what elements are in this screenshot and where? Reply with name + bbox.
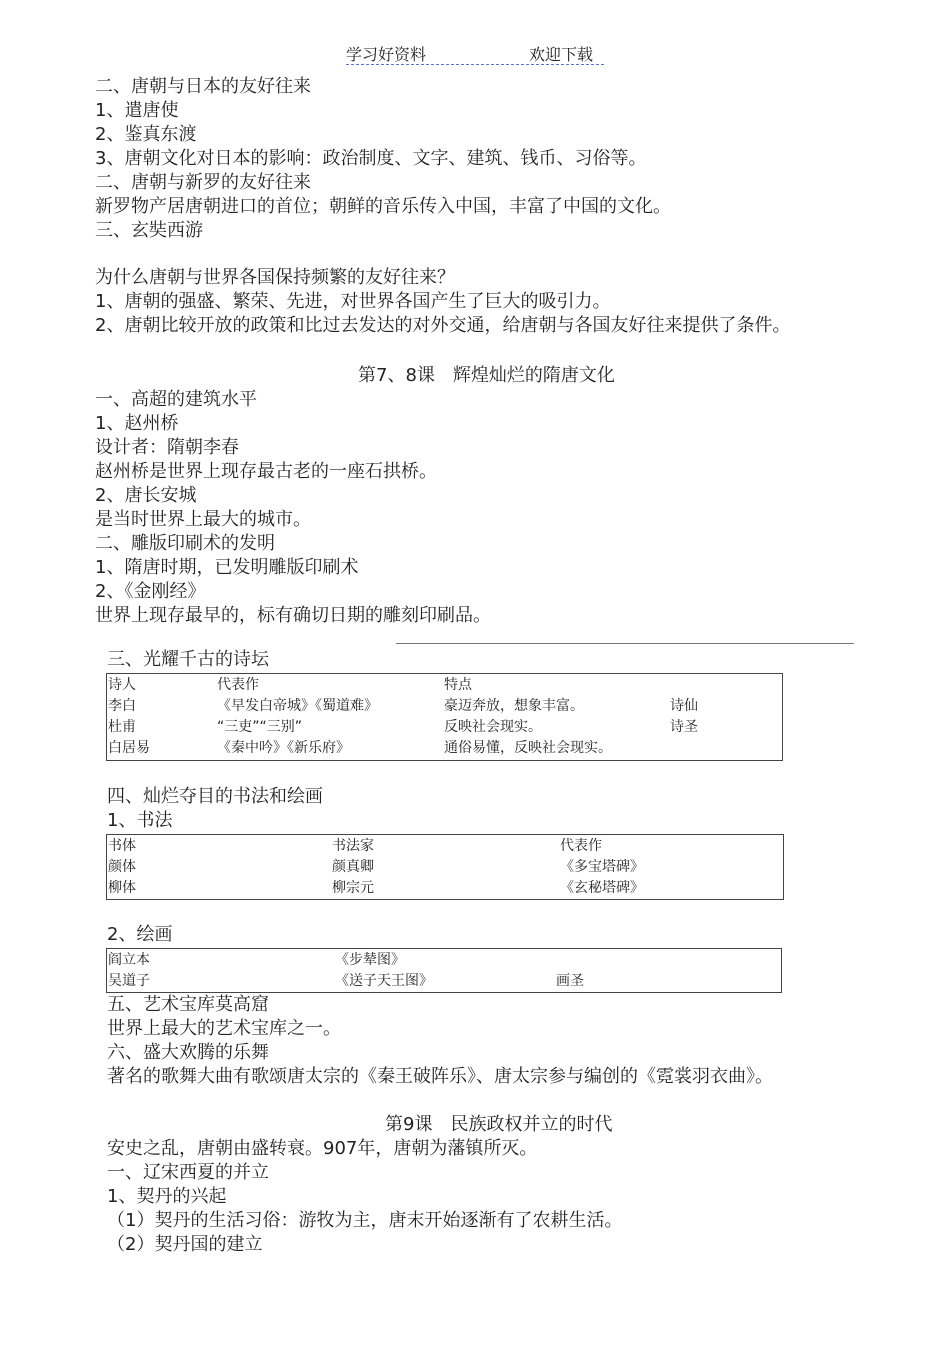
section-heading: 四、灿烂夺目的书法和绘画 xyxy=(107,786,323,807)
table-cell: 李白 xyxy=(108,698,136,714)
text-line: 赵州桥是世界上现存最古老的一座石拱桥。 xyxy=(95,461,437,482)
table-cell: 通俗易懂，反映社会现实。 xyxy=(444,740,612,756)
text-line: 一、高超的建筑水平 xyxy=(95,389,257,410)
table-cell: 诗圣 xyxy=(670,719,698,735)
table-cell: 吴道子 xyxy=(108,973,150,989)
table-cell: 《秦中吟》《新乐府》 xyxy=(217,740,350,756)
sub-heading: 1、书法 xyxy=(107,810,173,831)
text-line: 二、唐朝与新罗的友好往来 xyxy=(95,172,311,193)
page-header xyxy=(346,42,604,65)
text-line: 新罗物产居唐朝进口的首位；朝鲜的音乐传入中国，丰富了中国的文化。 xyxy=(95,196,671,217)
table-cell: 《多宝塔碑》 xyxy=(560,859,644,875)
painting-table xyxy=(106,948,782,993)
text-line: 3、唐朝文化对日本的影响：政治制度、文字、建筑、钱币、习俗等。 xyxy=(95,148,647,169)
table-cell: 阎立本 xyxy=(108,952,150,968)
table-header-row xyxy=(107,836,783,857)
table-cell: 代表作 xyxy=(560,838,602,854)
table-row xyxy=(107,738,782,759)
text-line: 世界上最大的艺术宝库之一。 xyxy=(107,1018,341,1039)
sub-heading: 2、绘画 xyxy=(107,924,173,945)
table-row xyxy=(107,971,781,992)
table-cell: 画圣 xyxy=(556,973,584,989)
text-line: 1、隋唐时期，已发明雕版印刷术 xyxy=(95,557,359,578)
text-line: 2、鉴真东渡 xyxy=(95,124,197,145)
table-cell: 书法家 xyxy=(332,838,374,854)
table-cell: 书体 xyxy=(108,838,136,854)
text-line: 是当时世界上最大的城市。 xyxy=(95,509,311,530)
table-row xyxy=(107,857,783,878)
lesson-title: 第9课 民族政权并立的时代 xyxy=(385,1114,613,1135)
text-line: 1、唐朝的强盛、繁荣、先进，对世界各国产生了巨大的吸引力。 xyxy=(95,291,611,312)
table-cell: 白居易 xyxy=(108,740,150,756)
table-row xyxy=(107,696,782,717)
text-line: （1）契丹的生活习俗：游牧为主，唐末开始逐渐有了农耕生活。 xyxy=(107,1210,623,1231)
text-line: 二、唐朝与日本的友好往来 xyxy=(95,76,311,97)
text-line: 1、赵州桥 xyxy=(95,413,179,434)
text-line: 六、盛大欢腾的乐舞 xyxy=(107,1042,269,1063)
text-line: 三、玄奘西游 xyxy=(95,220,203,241)
text-line: 为什么唐朝与世界各国保持频繁的友好往来？ xyxy=(95,267,455,288)
calligraphy-table xyxy=(106,834,784,900)
table-cell: 《步辇图》 xyxy=(335,952,405,968)
table-cell: 柳体 xyxy=(108,880,136,896)
table-row xyxy=(107,950,781,971)
text-line: （2）契丹国的建立 xyxy=(107,1234,263,1255)
section-heading: 三、光耀千古的诗坛 xyxy=(107,649,269,670)
table-cell: 反映社会现实。 xyxy=(444,719,542,735)
text-line: 著名的歌舞大曲有歌颂唐太宗的《秦王破阵乐》、唐太宗参与编创的《霓裳羽衣曲》。 xyxy=(107,1066,773,1087)
table-cell: 诗人 xyxy=(108,677,136,693)
text-line: 2、唐长安城 xyxy=(95,485,197,506)
text-line: 2、《金刚经》 xyxy=(95,581,206,602)
lesson-title: 第7、8课 辉煌灿烂的隋唐文化 xyxy=(358,365,615,386)
table-cell: “三吏”“三别” xyxy=(217,719,303,735)
text-line: 一、辽宋西夏的并立 xyxy=(107,1162,269,1183)
poetry-table xyxy=(106,673,783,761)
text-line: 1、遣唐使 xyxy=(95,100,179,121)
table-cell: 豪迈奔放，想象丰富。 xyxy=(444,698,584,714)
table-cell: 《玄秘塔碑》 xyxy=(560,880,644,896)
table-header-row xyxy=(107,675,782,696)
table-cell: 《送子天王图》 xyxy=(335,973,433,989)
text-line: 安史之乱，唐朝由盛转衰。907年，唐朝为藩镇所灭。 xyxy=(107,1138,538,1159)
table-cell: 特点 xyxy=(444,677,472,693)
header-right: 欢迎下载 xyxy=(529,45,594,64)
table-cell: 颜真卿 xyxy=(332,859,374,875)
text-line: 1、契丹的兴起 xyxy=(107,1186,227,1207)
text-line: 五、艺术宝库莫高窟 xyxy=(107,994,269,1015)
table-row xyxy=(107,878,783,899)
table-cell: 诗仙 xyxy=(670,698,698,714)
text-line: 二、雕版印刷术的发明 xyxy=(95,533,275,554)
table-row xyxy=(107,717,782,738)
table-cell: 颜体 xyxy=(108,859,136,875)
table-cell: 杜甫 xyxy=(108,719,136,735)
table-cell: 《早发白帝城》《蜀道难》 xyxy=(217,698,378,714)
table-cell: 代表作 xyxy=(217,677,259,693)
table-cell: 柳宗元 xyxy=(332,880,374,896)
horizontal-rule xyxy=(396,643,854,644)
text-line: 2、唐朝比较开放的政策和比过去发达的对外交通，给唐朝与各国友好往来提供了条件。 xyxy=(95,315,791,336)
text-line: 设计者：隋朝李春 xyxy=(95,437,239,458)
text-line: 世界上现存最早的，标有确切日期的雕刻印刷品。 xyxy=(95,605,491,626)
header-left: 学习好资料 xyxy=(346,45,427,64)
